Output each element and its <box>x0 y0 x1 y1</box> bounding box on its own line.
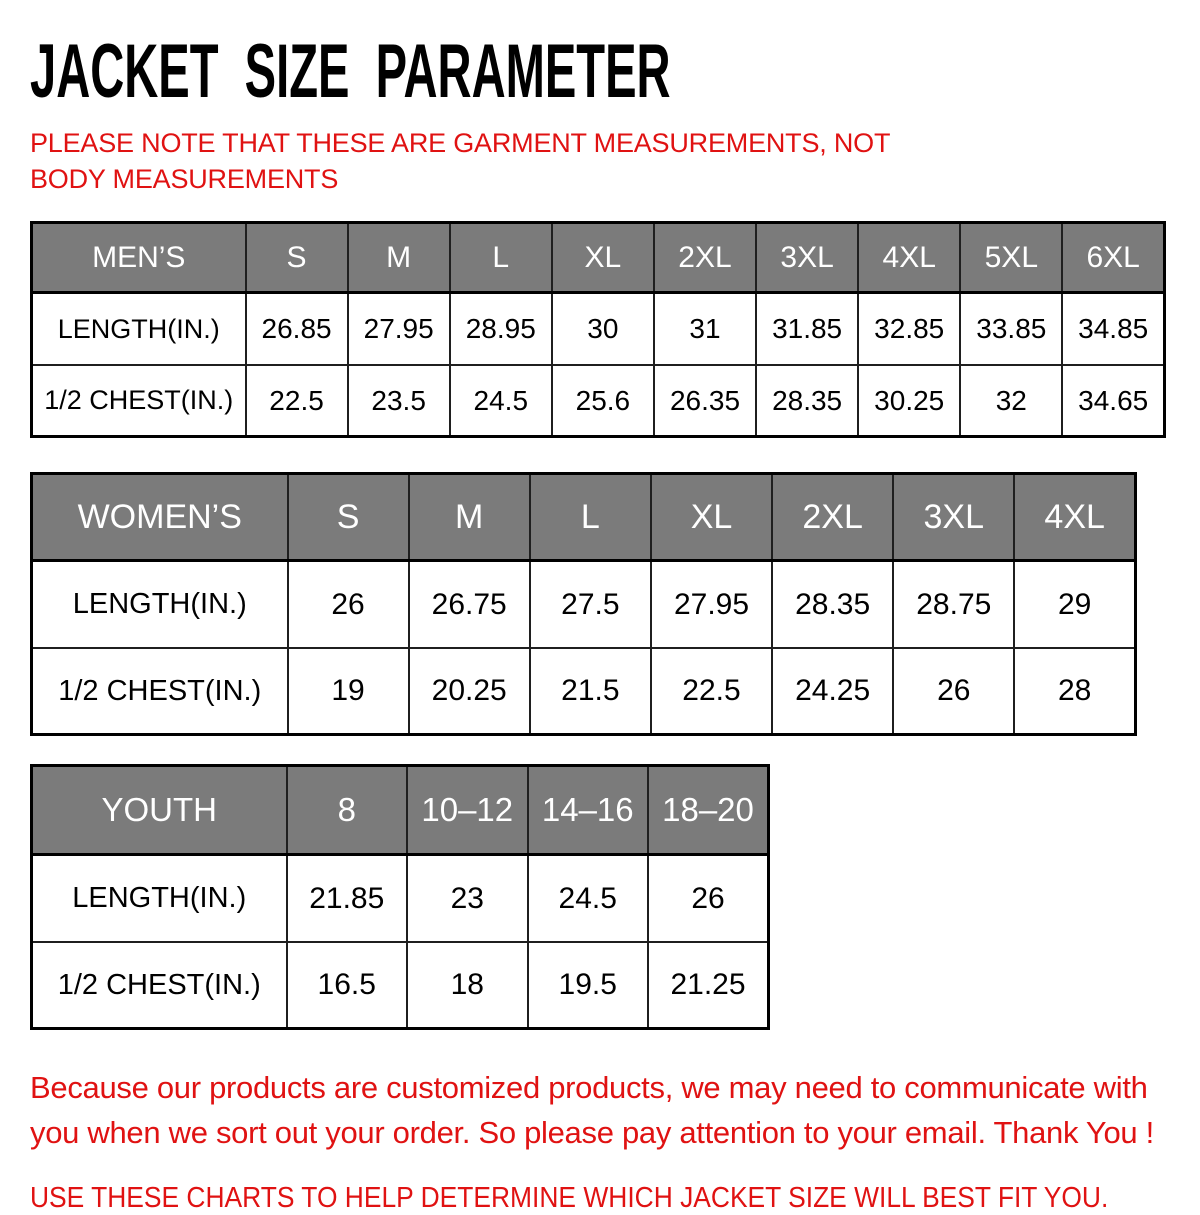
size-header: 18–20 <box>648 766 769 855</box>
measurement-cell: 30.25 <box>858 365 960 437</box>
measurement-cell: 34.85 <box>1062 293 1164 365</box>
womens-size-table <box>30 472 1137 736</box>
garment-measurement-note: PLEASE NOTE THAT THESE ARE GARMENT MEASUREMENTS, NOT BODY MEASUREMENTS <box>30 128 890 194</box>
row-label: LENGTH(IN.) <box>32 561 288 648</box>
size-header: 8 <box>287 766 408 855</box>
table-row <box>32 561 1136 648</box>
measurement-cell: 21.5 <box>530 648 651 735</box>
size-header: 10–12 <box>407 766 528 855</box>
size-header: 6XL <box>1062 223 1164 293</box>
page-title: JACKET SIZE PARAMETER <box>30 29 671 114</box>
measurement-cell: 26.35 <box>654 365 756 437</box>
size-header: L <box>530 474 651 561</box>
row-label: LENGTH(IN.) <box>32 855 287 942</box>
measurement-cell: 27.95 <box>348 293 450 365</box>
size-header: L <box>450 223 552 293</box>
size-header: 4XL <box>1014 474 1135 561</box>
measurement-cell: 23 <box>407 855 528 942</box>
measurement-cell: 26 <box>648 855 769 942</box>
size-header: XL <box>552 223 654 293</box>
customization-notice: Because our products are customized products, we may need to communicate with you when we sort out your order. So please pay attention to your email. Thank You ! <box>30 1070 1154 1151</box>
row-label: 1/2 CHEST(IN.) <box>32 365 246 437</box>
measurement-cell: 29 <box>1014 561 1135 648</box>
measurement-cell: 24.5 <box>528 855 649 942</box>
measurement-cell: 19 <box>288 648 409 735</box>
measurement-cell: 32.85 <box>858 293 960 365</box>
measurement-cell: 25.6 <box>552 365 654 437</box>
youth-group-label: YOUTH <box>32 766 287 855</box>
size-header-row <box>32 474 1136 561</box>
row-label: 1/2 CHEST(IN.) <box>32 942 287 1029</box>
table-row <box>32 648 1136 735</box>
measurement-cell: 16.5 <box>287 942 408 1029</box>
youth-size-table <box>30 764 770 1030</box>
measurement-cell: 26 <box>288 561 409 648</box>
size-header: 5XL <box>960 223 1062 293</box>
measurement-cell: 31.85 <box>756 293 858 365</box>
size-header: 4XL <box>858 223 960 293</box>
size-header: S <box>246 223 348 293</box>
mens-group-label: MEN’S <box>32 223 246 293</box>
measurement-cell: 22.5 <box>246 365 348 437</box>
size-header: M <box>348 223 450 293</box>
table-row <box>32 855 769 942</box>
measurement-cell: 32 <box>960 365 1062 437</box>
measurement-cell: 33.85 <box>960 293 1062 365</box>
size-header-row <box>32 766 769 855</box>
measurement-cell: 24.25 <box>772 648 893 735</box>
measurement-cell: 28 <box>1014 648 1135 735</box>
size-header-row <box>32 223 1165 293</box>
table-row <box>32 365 1165 437</box>
measurement-cell: 19.5 <box>528 942 649 1029</box>
measurement-cell: 34.65 <box>1062 365 1164 437</box>
measurement-cell: 31 <box>654 293 756 365</box>
womens-group-label: WOMEN’S <box>32 474 288 561</box>
measurement-cell: 28.75 <box>893 561 1014 648</box>
measurement-cell: 20.25 <box>409 648 530 735</box>
measurement-cell: 21.25 <box>648 942 769 1029</box>
mens-size-table <box>30 221 1166 438</box>
measurement-cell: 24.5 <box>450 365 552 437</box>
measurement-cell: 21.85 <box>287 855 408 942</box>
measurement-cell: 28.35 <box>756 365 858 437</box>
measurement-cell: 27.95 <box>651 561 772 648</box>
size-header: 3XL <box>756 223 858 293</box>
table-row <box>32 293 1165 365</box>
size-header: 2XL <box>654 223 756 293</box>
table-row <box>32 942 769 1029</box>
size-header: S <box>288 474 409 561</box>
size-header: M <box>409 474 530 561</box>
row-label: 1/2 CHEST(IN.) <box>32 648 288 735</box>
row-label: LENGTH(IN.) <box>32 293 246 365</box>
measurement-cell: 28.95 <box>450 293 552 365</box>
measurement-cell: 30 <box>552 293 654 365</box>
size-header: XL <box>651 474 772 561</box>
measurement-cell: 28.35 <box>772 561 893 648</box>
size-header: 2XL <box>772 474 893 561</box>
chart-usage-note: USE THESE CHARTS TO HELP DETERMINE WHICH JACKET SIZE WILL BEST FIT YOU. <box>30 1182 1109 1215</box>
measurement-cell: 26.75 <box>409 561 530 648</box>
measurement-cell: 26 <box>893 648 1014 735</box>
size-header: 3XL <box>893 474 1014 561</box>
measurement-cell: 27.5 <box>530 561 651 648</box>
measurement-cell: 26.85 <box>246 293 348 365</box>
measurement-cell: 18 <box>407 942 528 1029</box>
measurement-cell: 23.5 <box>348 365 450 437</box>
measurement-cell: 22.5 <box>651 648 772 735</box>
size-header: 14–16 <box>528 766 649 855</box>
